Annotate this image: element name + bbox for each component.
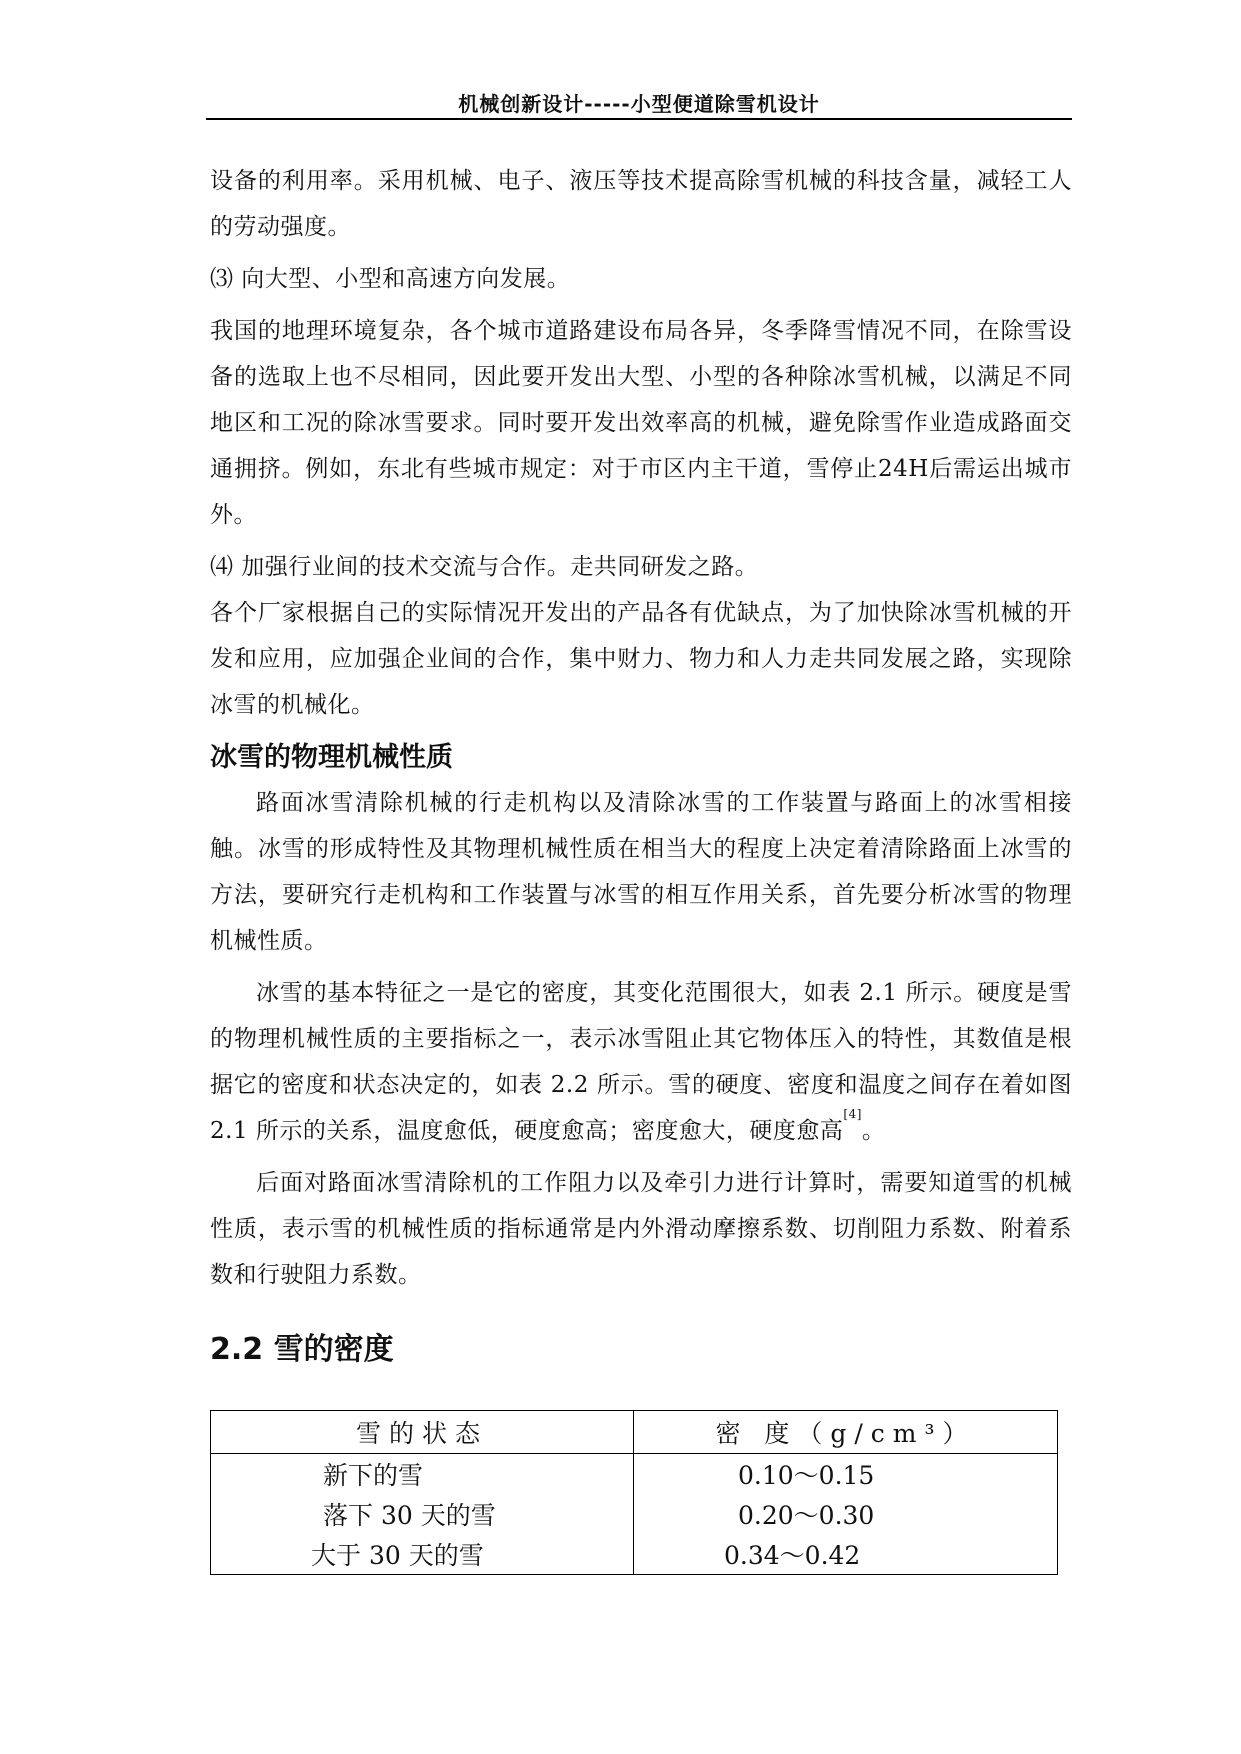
table-cell: 落下 30 天的雪 [211, 1494, 634, 1534]
document-body [210, 158, 1072, 1376]
paragraph-end: 。 [861, 1118, 886, 1144]
table-cell: 0.10～0.15 [634, 1454, 1058, 1495]
table-cell: 新下的雪 [211, 1454, 634, 1495]
paragraph: 路面冰雪清除机械的行走机构以及清除冰雪的工作装置与路面上的冰雪相接触。冰雪的形成特性及其物理机械性质在相当大的程度上决定着清除路面上冰雪的方法，要研究行走机构和工作装置与冰雪的相互作用关系，首先要分析冰雪的物理机械性质。 [210, 790, 1072, 954]
table-row [211, 1494, 1058, 1534]
list-item: ⑶ 向大型、小型和高速方向发展。 [210, 266, 571, 292]
page-header-title: 机械创新设计-----小型便道除雪机设计 [458, 92, 820, 116]
snow-density-table [210, 1410, 1058, 1575]
paragraph-text: 冰雪的基本特征之一是它的密度，其变化范围很大，如表 2.1 所示。硬度是雪的物理机械性质的主要指标之一，表示冰雪阻止其它物体压入的特性，其数值是根据它的密度和状态决定的，如表 2.2 所示。雪的硬度、密度和温度之间存在着如图 2.1 所示的关系，温度愈低，硬度愈高；密度愈大，硬度愈高 [210, 980, 1072, 1144]
table-cell: 0.34～0.42 [634, 1534, 1058, 1575]
section-heading: 冰雪的物理机械性质 [210, 742, 453, 773]
table-row [211, 1454, 1058, 1495]
table-cell: 0.20～0.30 [634, 1494, 1058, 1534]
table-header-cell: 密 度（g/cm³） [634, 1411, 1058, 1454]
paragraph: 设备的利用率。采用机械、电子、液压等技术提高除雪机械的科技含量，减轻工人的劳动强度。 [210, 168, 1072, 240]
list-item: ⑷ 加强行业间的技术交流与合作。走共同研发之路。 [210, 554, 759, 580]
table-cell: 大于 30 天的雪 [211, 1534, 634, 1575]
paragraph: 各个厂家根据自己的实际情况开发出的产品各有优缺点，为了加快除冰雪机械的开发和应用，应加强企业间的合作，集中财力、物力和人力走共同发展之路，实现除冰雪的机械化。 [210, 600, 1072, 718]
paragraph [210, 970, 1072, 1154]
citation-ref: [4] [843, 1107, 862, 1121]
paragraph: 我国的地理环境复杂，各个城市道路建设布局各异，冬季降雪情况不同，在除雪设备的选取上也不尽相同，因此要开发出大型、小型的各种除冰雪机械，以满足不同地区和工况的除冰雪要求。同时要开发出效率高的机械，避免除雪作业造成路面交通拥挤。例如，东北有些城市规定：对于市区内主干道，雪停止24H后需运出城市外。 [210, 318, 1072, 528]
subsection-heading: 2.2 雪的密度 [210, 1332, 394, 1367]
header-divider [206, 118, 1072, 120]
paragraph: 后面对路面冰雪清除机的工作阻力以及牵引力进行计算时，需要知道雪的机械性质，表示雪的机械性质的指标通常是内外滑动摩擦系数、切削阻力系数、附着系数和行驶阻力系数。 [210, 1170, 1072, 1288]
table-header-cell: 雪的状态 [211, 1411, 634, 1454]
table-header-row [211, 1411, 1058, 1454]
table-row [211, 1534, 1058, 1575]
